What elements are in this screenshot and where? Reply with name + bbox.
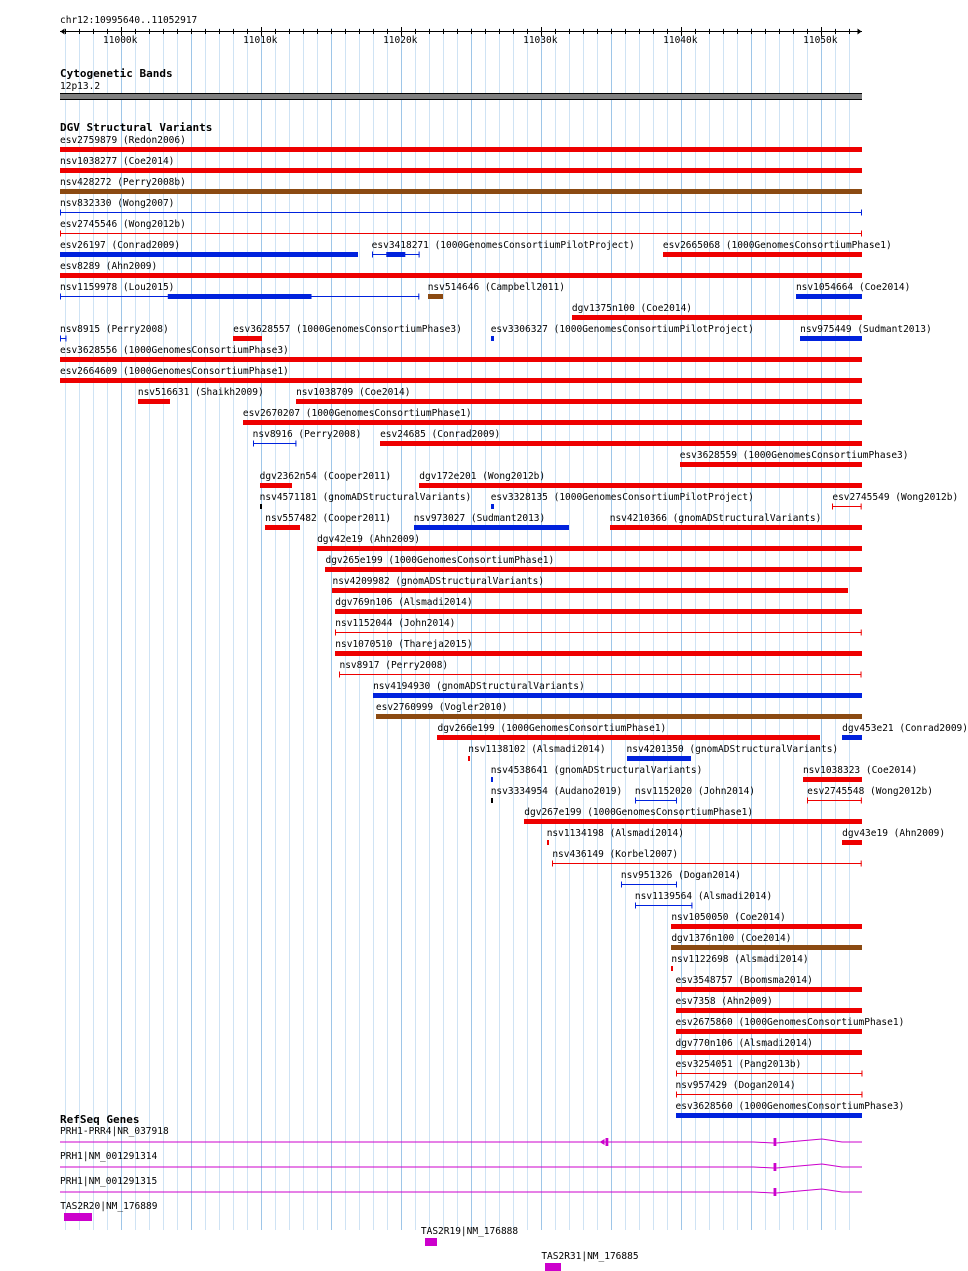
dgv-feature-label: nsv1122698 (Alsmadi2014) [671, 954, 809, 965]
dgv-feature-bar[interactable] [491, 336, 494, 341]
dgv-feature-label: nsv4210366 (gnomADStructuralVariants) [609, 513, 822, 524]
dgv-feature-bar[interactable] [243, 420, 862, 425]
dgv-feature-bar[interactable] [437, 735, 819, 740]
refseq-gene-label: TAS2R31|NM_176885 [541, 1251, 639, 1262]
dgv-feature-bar[interactable] [800, 336, 862, 341]
dgv-feature-bar[interactable] [138, 399, 170, 404]
dgv-feature-bar[interactable] [491, 798, 493, 803]
cytoband-bar[interactable] [60, 93, 862, 100]
dgv-feature-label: nsv557482 (Cooper2011) [265, 513, 392, 524]
dgv-feature-label: nsv832330 (Wong2007) [60, 198, 175, 209]
dgv-feature-label: dgv1375n100 (Coe2014) [571, 303, 693, 314]
dgv-feature-label: dgv266e199 (1000GenomesConsortiumPhase1) [437, 723, 667, 734]
dgv-feature-label: esv2760999 (Vogler2010) [375, 702, 508, 713]
dgv-feature-label: dgv267e199 (1000GenomesConsortiumPhase1) [524, 807, 754, 818]
dgv-feature-label: dgv1376n100 (Coe2014) [671, 933, 792, 944]
dgv-feature-line[interactable] [335, 629, 864, 636]
dgv-feature-label: dgv769n106 (Alsmadi2014) [335, 597, 473, 608]
cytoband-label: 12p13.2 [60, 81, 101, 92]
dgv-feature-label: dgv453e21 (Conrad2009) [842, 723, 968, 734]
dgv-feature-line[interactable] [635, 797, 680, 804]
dgv-feature-bar[interactable] [428, 294, 443, 299]
dgv-feature-line[interactable] [339, 671, 864, 678]
dgv-feature-label: nsv4201350 (gnomADStructuralVariants) [626, 744, 839, 755]
dgv-feature-label: nsv1134198 (Alsmadi2014) [546, 828, 684, 839]
ruler-tick-label: 11030k [523, 35, 558, 46]
dgv-feature-bar[interactable] [663, 252, 862, 257]
ruler-region-label: chr12:10995640..11052917 [60, 15, 198, 26]
dgv-feature-line[interactable] [253, 440, 299, 447]
dgv-feature-bar[interactable] [60, 147, 862, 152]
dgv-feature-bar[interactable] [265, 525, 300, 530]
dgv-feature-label: nsv514646 (Campbell2011) [427, 282, 565, 293]
dgv-feature-bar[interactable] [325, 567, 862, 572]
dgv-feature-bar[interactable] [414, 525, 569, 530]
dgv-feature-bar[interactable] [671, 966, 673, 971]
dgv-feature-bar[interactable] [296, 399, 862, 404]
dgv-feature-line[interactable] [552, 860, 864, 867]
dgv-feature-label: esv3418271 (1000GenomesConsortiumPilotProject) [371, 240, 635, 251]
dgv-feature-label: nsv4538641 (gnomADStructuralVariants) [490, 765, 703, 776]
dgv-feature-bar[interactable] [627, 756, 691, 761]
dgv-feature-bar[interactable] [468, 756, 470, 761]
dgv-feature-label: nsv4209982 (gnomADStructuralVariants) [332, 576, 545, 587]
dgv-feature-label: esv3328135 (1000GenomesConsortiumPilotProject) [490, 492, 754, 503]
dgv-feature-bar[interactable] [842, 840, 862, 845]
dgv-feature-bar[interactable] [332, 588, 847, 593]
refseq-gene-model[interactable] [60, 1186, 864, 1198]
dgv-feature-bar[interactable] [676, 987, 862, 992]
dgv-feature-label: nsv975449 (Sudmant2013) [800, 324, 932, 335]
dgv-feature-label: nsv3334954 (Audano2019) [490, 786, 623, 797]
dgv-feature-bar[interactable] [676, 1008, 862, 1013]
refseq-gene-label: PRH1-PRR4|NR_037918 [60, 1126, 169, 1137]
dgv-feature-bar[interactable] [610, 525, 862, 530]
dgv-feature-bar[interactable] [60, 189, 862, 194]
dgv-feature-line[interactable] [676, 1091, 865, 1098]
dgv-feature-bar[interactable] [671, 945, 862, 950]
dgv-feature-label: nsv1159978 (Lou2015) [60, 282, 175, 293]
dgv-feature-bar[interactable] [335, 609, 862, 614]
dgv-feature-line[interactable] [807, 797, 864, 804]
dgv-feature-label: nsv951326 (Dogan2014) [620, 870, 742, 881]
refseq-exon[interactable] [64, 1213, 92, 1221]
dgv-feature-label: esv8289 (Ahn2009) [60, 261, 158, 272]
dgv-feature-line[interactable] [676, 1070, 865, 1077]
refseq-exon[interactable] [425, 1238, 438, 1246]
refseq-gene-label: TAS2R20|NM_176889 [60, 1201, 158, 1212]
dgv-feature-label: dgv2362n54 (Cooper2011) [259, 471, 392, 482]
dgv-feature-label: nsv428272 (Perry2008b) [60, 177, 186, 188]
ruler-tick-label: 11000k [103, 35, 138, 46]
dgv-feature-label: nsv1038323 (Coe2014) [802, 765, 918, 776]
dgv-feature-label: esv3254051 (Pang2013b) [675, 1059, 802, 1070]
dgv-feature-bar[interactable] [680, 462, 862, 467]
dgv-feature-gapped[interactable] [60, 293, 422, 300]
ruler-tick-label: 11020k [383, 35, 418, 46]
dgv-feature-label: nsv516631 (Shaikh2009) [137, 387, 264, 398]
dgv-feature-label: nsv8915 (Perry2008) [60, 324, 169, 335]
dgv-feature-label: dgv265e199 (1000GenomesConsortiumPhase1) [325, 555, 555, 566]
dgv-feature-label: nsv436149 (Korbel2007) [552, 849, 679, 860]
dgv-feature-line[interactable] [60, 230, 864, 237]
dgv-feature-label: dgv770n106 (Alsmadi2014) [675, 1038, 813, 1049]
refseq-gene-label: PRH1|NM_001291315 [60, 1176, 158, 1187]
dgv-feature-label: nsv8916 (Perry2008) [252, 429, 362, 440]
dgv-feature-bar[interactable] [373, 693, 862, 698]
dgv-feature-label: nsv1139564 (Alsmadi2014) [634, 891, 773, 902]
dgv-feature-label: esv24685 (Conrad2009) [380, 429, 501, 440]
dgv-feature-label: esv2665068 (1000GenomesConsortiumPhase1) [662, 240, 892, 251]
ruler-tick-label: 11050k [803, 35, 838, 46]
dgv-feature-label: esv2675860 (1000GenomesConsortiumPhase1) [675, 1017, 905, 1028]
dgv-feature-bar[interactable] [60, 378, 862, 383]
dgv-feature-label: esv3628557 (1000GenomesConsortiumPhase3) [233, 324, 462, 335]
dgv-feature-bar[interactable] [380, 441, 862, 446]
dgv-feature-label: nsv1152044 (John2014) [335, 618, 456, 629]
dgv-feature-label: nsv957429 (Dogan2014) [675, 1080, 796, 1091]
dgv-feature-label: esv7358 (Ahn2009) [675, 996, 773, 1007]
dgv-feature-bar[interactable] [491, 504, 494, 509]
dgv-feature-label: nsv4571181 (gnomADStructuralVariants) [259, 492, 472, 503]
dgv-feature-bar[interactable] [676, 1050, 862, 1055]
dgv-feature-bar[interactable] [676, 1029, 862, 1034]
dgv-feature-bar[interactable] [233, 336, 262, 341]
cytoband-track-title: Cytogenetic Bands [60, 67, 173, 80]
dgv-feature-label: nsv4194930 (gnomADStructuralVariants) [373, 681, 585, 692]
dgv-track-title: DGV Structural Variants [60, 121, 213, 134]
ruler-right-arrow [858, 29, 862, 35]
dgv-feature-line[interactable] [832, 503, 864, 510]
dgv-feature-bar[interactable] [842, 735, 862, 740]
dgv-feature-label: nsv1038277 (Coe2014) [60, 156, 175, 167]
dgv-feature-bar[interactable] [671, 924, 862, 929]
dgv-feature-label: dgv42e19 (Ahn2009) [317, 534, 421, 545]
dgv-feature-label: esv2670207 (1000GenomesConsortiumPhase1) [242, 408, 472, 419]
dgv-feature-label: nsv1054664 (Coe2014) [795, 282, 911, 293]
dgv-feature-bar[interactable] [491, 777, 493, 782]
dgv-feature-bar[interactable] [524, 819, 862, 824]
dgv-feature-label: dgv172e201 (Wong2012b) [419, 471, 546, 482]
dgv-feature-label: nsv1070510 (Thareja2015) [335, 639, 473, 650]
dgv-feature-label: esv26197 (Conrad2009) [60, 240, 181, 251]
dgv-feature-label: esv2745549 (Wong2012b) [832, 492, 959, 503]
dgv-feature-bar[interactable] [376, 714, 862, 719]
dgv-feature-bar[interactable] [572, 315, 862, 320]
refseq-gene-label: TAS2R19|NM_176888 [420, 1226, 519, 1237]
dgv-feature-bar[interactable] [60, 357, 862, 362]
dgv-feature-bar[interactable] [60, 168, 862, 173]
dgv-feature-label: nsv8917 (Perry2008) [339, 660, 449, 671]
dgv-feature-label: nsv1138102 (Alsmadi2014) [468, 744, 606, 755]
dgv-feature-bar[interactable] [60, 273, 862, 278]
dgv-feature-label: esv3628556 (1000GenomesConsortiumPhase3) [60, 345, 289, 356]
dgv-feature-label: esv2745546 (Wong2012b) [60, 219, 186, 230]
dgv-feature-bar[interactable] [317, 546, 862, 551]
dgv-feature-bar[interactable] [260, 504, 263, 509]
ruler-left-arrow [61, 29, 65, 35]
refseq-track-title: RefSeq Genes [60, 1113, 140, 1126]
dgv-feature-bar[interactable] [547, 840, 549, 845]
dgv-feature-label: esv2745548 (Wong2012b) [807, 786, 933, 797]
dgv-feature-bar[interactable] [803, 777, 862, 782]
dgv-feature-gapped[interactable] [372, 251, 422, 258]
dgv-feature-label: esv2759879 (Redon2006) [60, 135, 186, 146]
ruler-tick-label: 11010k [243, 35, 278, 46]
dgv-feature-label: esv3548757 (Boomsma2014) [675, 975, 813, 986]
refseq-gene-label: PRH1|NM_001291314 [60, 1151, 158, 1162]
dgv-feature-bar[interactable] [796, 294, 862, 299]
dgv-feature-bar[interactable] [260, 483, 292, 488]
dgv-feature-line[interactable] [60, 335, 69, 342]
dgv-feature-bar[interactable] [60, 252, 358, 257]
dgv-feature-label: dgv43e19 (Ahn2009) [842, 828, 946, 839]
dgv-feature-label: nsv973027 (Sudmant2013) [413, 513, 546, 524]
dgv-feature-label: nsv1038709 (Coe2014) [296, 387, 411, 398]
dgv-feature-label: esv3628560 (1000GenomesConsortiumPhase3) [675, 1101, 905, 1112]
ruler-tick-label: 11040k [663, 35, 698, 46]
refseq-gene-model[interactable] [60, 1161, 864, 1173]
dgv-feature-bar[interactable] [419, 483, 862, 488]
dgv-feature-label: esv2664609 (1000GenomesConsortiumPhase1) [60, 366, 289, 377]
dgv-feature-label: esv3306327 (1000GenomesConsortiumPilotProject) [490, 324, 754, 335]
refseq-gene-model[interactable] [60, 1136, 864, 1148]
dgv-feature-line[interactable] [635, 902, 695, 909]
dgv-feature-label: nsv1050050 (Coe2014) [671, 912, 786, 923]
refseq-exon[interactable] [545, 1263, 560, 1271]
dgv-feature-line[interactable] [621, 881, 680, 888]
dgv-feature-line[interactable] [60, 209, 864, 216]
dgv-feature-label: nsv1152020 (John2014) [634, 786, 756, 797]
dgv-feature-bar[interactable] [335, 651, 862, 656]
dgv-feature-bar[interactable] [676, 1113, 862, 1118]
dgv-feature-label: esv3628559 (1000GenomesConsortiumPhase3) [679, 450, 909, 461]
